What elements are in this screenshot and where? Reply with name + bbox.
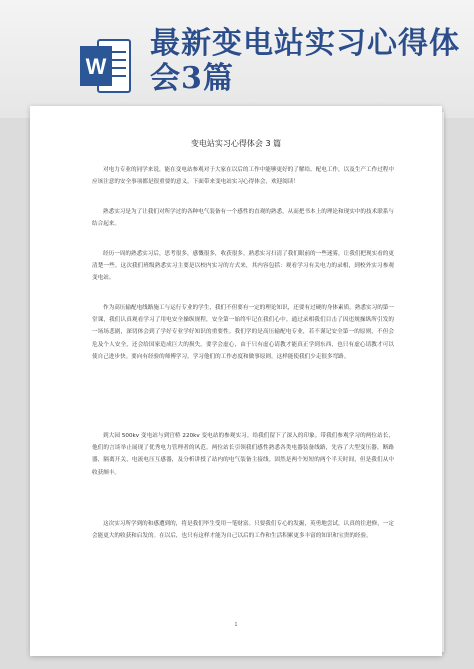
page-number: 1	[234, 622, 238, 628]
paragraph-2: 熟悉实习是为了让我们对所学过的各种电气装备有一个感性的直观的熟悉，从而把书本上的理论和现实中的技术联系与结合起来。	[92, 209, 394, 228]
logo-letter: W	[85, 54, 107, 79]
document-title: 变电站实习心得体会 3 篇	[190, 139, 282, 148]
paragraph-3: 经历一周的熟悉实习后，思考很多，感慨很多，收获很多。熟悉实习扫清了我们眼前的一些迷雾，让我们把现实看的更清楚一些。这次我们班级熟悉实习主要是以校内实习的方式来，其内容包括：观看学习有关电力的录相，到校外实习参观变电站。	[92, 251, 394, 282]
header-banner	[0, 0, 474, 118]
paragraph-1: 对电力专业的同学来说，能在变电站参观对于大家在以后的工作中能够更好的了解给、配电工作，以及生产工作过程中应该注意的安全事项都是很重要的意义。下面带来变电站实习心得体会，欢迎阅读！	[92, 167, 394, 186]
paragraph-6: 这次实习所学到的和感遭到的，将是我们毕生受用一笔财富。只要我们专心的发掘，英勇地尝试，认真的往进修，一定会能更大的收获和启发的。在以后，也只有这样才能为自己以后的工作和生活积累更多丰富的知识和宝贵的经验。	[92, 521, 394, 540]
document-page	[30, 106, 442, 656]
word-document-icon	[80, 36, 132, 96]
paragraph-5: 到大园 500kv 变电站与到官桥 220kv 变电站的参观实习。给我们留下了深入的印象。带我们参观学习的两位站长，他们的言谈举止展现了优秀电力管理者的风范。两位站长引领我们感性熟悉各类电器装备线路，先容了大型变压器，断路器，隔离开关，电流电压互感器，及分析讲授了站内的电气装备主接线。固然是两个短短的两个半天时间，但是我们从中收获颇丰。	[92, 433, 394, 476]
page-title: 最新变电站实习心得体会3篇	[150, 26, 460, 96]
paragraph-4: 作为高压输配电线路施工与运行专业的学生，我们不但要有一定的理论知识，还要有过硬的身体素质。熟悉实习的第一堂课，我们认真观看学习了用电安全操纵规程，安全第一始终牢记在我们心中。通过录相我们目击了因违规操纵所引发的一场场悲剧，深切体会到了学好专业学好知识的重要性。我们学的是高压输配电专业，若不谨记安全第一的原则，不但会危及个人安全，还会给国家造成巨大的损失。要学会虚心，由于只有虚心请教才能真正学到东西，也只有虚心请教才可以使自己进步快。要向有经验的师傅学习，学习他们的工作态度和做事原则。这样能使我们少走很多弯路。	[92, 305, 394, 360]
